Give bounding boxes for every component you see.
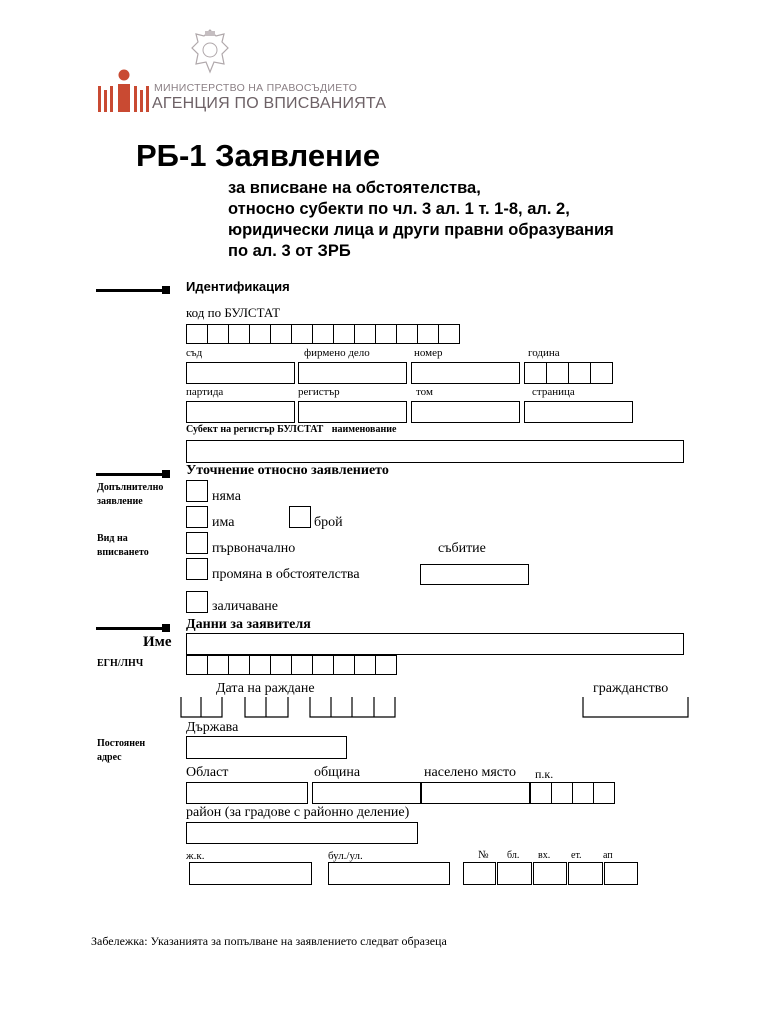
digit-cell[interactable] (593, 782, 615, 804)
apartment-label: ап (603, 850, 613, 861)
digit-cell[interactable] (312, 324, 334, 344)
agency-logo (96, 28, 387, 118)
digit-cell[interactable] (207, 324, 229, 344)
section-divider-marker (162, 286, 170, 294)
digit-cell[interactable] (207, 655, 229, 675)
ministry-name: МИНИСТЕРСТВО НА ПРАВОСЪДИЕТО (154, 82, 358, 94)
section-divider-marker (162, 470, 170, 478)
count-option-label: брой (314, 515, 343, 530)
digit-cell[interactable] (438, 324, 460, 344)
floor-field[interactable] (568, 862, 603, 885)
entrance-label: вх. (538, 850, 551, 861)
footer-note: Забележка: Указанията за попълване на заявлението следват образеца (91, 934, 447, 948)
permanent-address-label: Постоянен адрес (97, 738, 146, 763)
subtitle-line: за вписване на обстоятелства, (228, 179, 481, 197)
batch-field[interactable] (186, 401, 295, 423)
municipality-label: община (314, 765, 361, 780)
agency-name: АГЕНЦИЯ ПО ВПИСВАНИЯТА (152, 95, 387, 112)
street-no-field[interactable] (463, 862, 496, 885)
none-checkbox[interactable] (186, 480, 208, 502)
none-option-label: няма (212, 489, 241, 504)
digit-cell[interactable] (375, 655, 397, 675)
name-label: наименование (331, 424, 397, 435)
digit-cell[interactable] (333, 655, 355, 675)
register-label: регистър (298, 386, 340, 398)
register-field[interactable] (298, 401, 407, 423)
digit-cell[interactable] (417, 324, 439, 344)
country-field[interactable] (186, 736, 347, 759)
has-option-label: има (212, 515, 235, 530)
section-divider (96, 289, 166, 292)
street-no-label: № (478, 849, 489, 861)
digit-cell[interactable] (354, 655, 376, 675)
section-divider-marker (162, 624, 170, 632)
digit-cell[interactable] (249, 324, 271, 344)
region-label: Област (186, 765, 229, 780)
district-label: район (за градове с районно деление) (186, 805, 410, 820)
bulstat-code-field[interactable] (186, 324, 460, 344)
identification-section-title: Идентификация (186, 279, 290, 294)
company-case-field[interactable] (298, 362, 407, 384)
complex-field[interactable] (189, 862, 312, 885)
digit-cell[interactable] (186, 655, 208, 675)
number-label: номер (414, 347, 443, 359)
digit-cell[interactable] (590, 362, 613, 384)
entry-type-label: Вид на вписването (97, 533, 149, 558)
applicant-name-field[interactable] (186, 633, 684, 655)
court-label: съд (186, 347, 203, 359)
postcode-label: п.к. (535, 767, 554, 781)
digit-cell[interactable] (354, 324, 376, 344)
egn-field[interactable] (186, 655, 397, 675)
subject-label: Субект на регистър БУЛСТАТ (186, 424, 324, 435)
coat-of-arms-icon (188, 28, 232, 74)
street-label: бул./ул. (328, 850, 363, 862)
form-title: РБ-1 Заявление (136, 138, 381, 173)
initial-option-label: първоначално (212, 541, 296, 556)
volume-label: том (416, 386, 433, 398)
digit-cell[interactable] (186, 324, 208, 344)
volume-field[interactable] (411, 401, 520, 423)
digit-cell[interactable] (312, 655, 334, 675)
subject-label-row (186, 424, 396, 435)
deletion-checkbox[interactable] (186, 591, 208, 613)
section-divider (96, 627, 166, 630)
event-field[interactable] (420, 564, 529, 585)
subject-name-field[interactable] (186, 440, 684, 463)
batch-label: партида (186, 386, 224, 398)
settlement-label: населено място (424, 765, 516, 780)
citizenship-field[interactable] (580, 695, 692, 719)
additional-application-label: Допълнително заявление (97, 482, 164, 507)
country-label: Държава (186, 720, 239, 735)
digit-cell[interactable] (333, 324, 355, 344)
change-option-label: промяна в обстоятелства (212, 567, 360, 582)
apartment-field[interactable] (604, 862, 638, 885)
digit-cell[interactable] (568, 362, 591, 384)
section-divider (96, 473, 166, 476)
has-checkbox[interactable] (186, 506, 208, 528)
page-label: страница (532, 386, 575, 398)
postcode-field[interactable] (530, 782, 615, 804)
region-field[interactable] (186, 782, 308, 804)
birth-date-label: Дата на раждане (216, 681, 315, 696)
digit-cell[interactable] (530, 782, 552, 804)
number-field[interactable] (411, 362, 520, 384)
event-label: събитие (438, 541, 486, 556)
digit-cell[interactable] (396, 324, 418, 344)
floor-label: ет. (571, 850, 582, 861)
subtitle-line: юридически лица и други правни образувания (228, 221, 614, 239)
digit-cell[interactable] (270, 655, 292, 675)
digit-cell[interactable] (249, 655, 271, 675)
applicant-section-title: Данни за заявителя (186, 617, 311, 632)
digit-cell[interactable] (291, 324, 313, 344)
municipality-field[interactable] (312, 782, 421, 804)
application-section-title: Уточнение относно заявлението (186, 463, 389, 478)
street-field[interactable] (328, 862, 450, 885)
page-field[interactable] (524, 401, 633, 423)
block-field[interactable] (497, 862, 532, 885)
subtitle-line: по ал. 3 от ЗРБ (228, 242, 351, 260)
digit-cell[interactable] (375, 324, 397, 344)
subtitle-line: относно субекти по чл. 3 ал. 1 т. 1-8, ал. 2, (228, 200, 570, 218)
digit-cell[interactable] (228, 324, 250, 344)
count-checkbox[interactable] (289, 506, 311, 528)
deletion-option-label: заличаване (212, 599, 278, 614)
birth-date-field[interactable] (178, 695, 400, 719)
digit-cell[interactable] (270, 324, 292, 344)
change-checkbox[interactable] (186, 558, 208, 580)
year-label: година (528, 347, 560, 359)
applicant-name-label: Име (143, 634, 172, 650)
digit-cell[interactable] (524, 362, 547, 384)
court-field[interactable] (186, 362, 295, 384)
bulstat-label: код по БУЛСТАТ (186, 305, 281, 320)
complex-label: ж.к. (186, 850, 205, 862)
digit-cell[interactable] (551, 782, 573, 804)
digit-cell[interactable] (546, 362, 569, 384)
egn-label: ЕГН/ЛНЧ (97, 658, 144, 669)
agency-mark-icon (96, 68, 152, 114)
company-case-label: фирмено дело (304, 347, 370, 359)
entrance-field[interactable] (533, 862, 567, 885)
district-field[interactable] (186, 822, 418, 844)
block-label: бл. (507, 850, 520, 861)
year-field[interactable] (524, 362, 613, 384)
form-subtitle (228, 178, 614, 262)
digit-cell[interactable] (228, 655, 250, 675)
citizenship-label: гражданство (593, 681, 669, 696)
digit-cell[interactable] (572, 782, 594, 804)
digit-cell[interactable] (291, 655, 313, 675)
settlement-field[interactable] (421, 782, 530, 804)
initial-checkbox[interactable] (186, 532, 208, 554)
